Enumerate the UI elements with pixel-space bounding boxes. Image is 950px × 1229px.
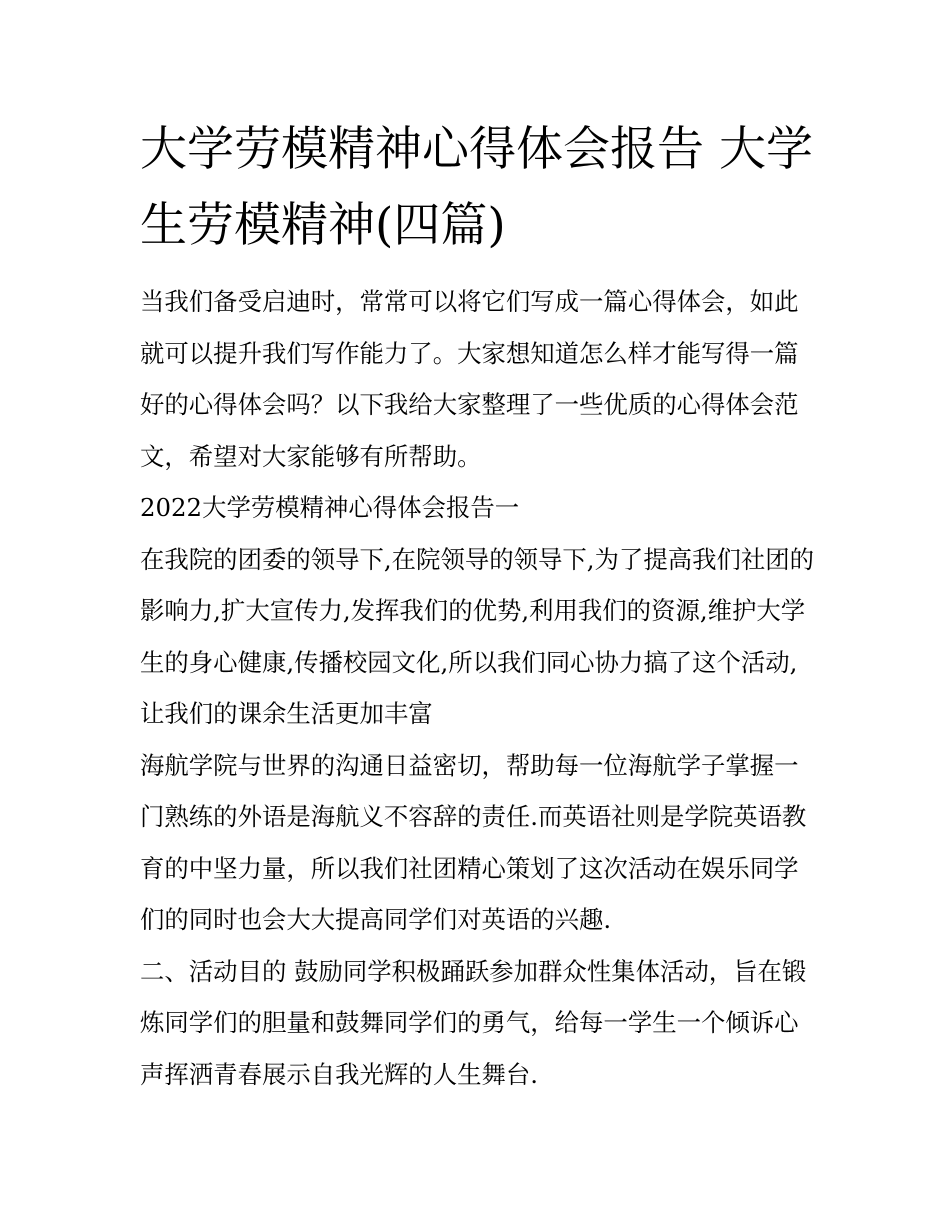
document-title: 大学劳模精神心得体会报告 大学生劳模精神(四篇) — [140, 122, 813, 253]
body-paragraph: 海航学院与世界的沟通日益密切，帮助每一位海航学子掌握一门熟练的外语是海航义不容辞的责任.而英语社则是学院英语教育的中坚力量，所以我们社团精心策划了这次活动在娱乐同学们的同时也会大大提高同学们对英语的兴趣. — [140, 750, 807, 934]
section-heading: 2022大学劳模精神心得体会报告一 — [140, 493, 520, 522]
body-paragraph: 在我院的团委的领导下,在院领导的领导下,为了提高我们社团的影响力,扩大宣传力,发挥我们的优势,利用我们的资源,维护大学生的身心健康,传播校园文化,所以我们同心协力搞了这个活动,让我们的课余生活更加丰富 — [140, 544, 815, 728]
body-paragraph: 二、活动目的 鼓励同学积极踊跃参加群众性集体活动，旨在锻炼同学们的胆量和鼓舞同学们的勇气，给每一学生一个倾诉心声挥洒青春展示自我光辉的人生舞台. — [140, 956, 807, 1089]
intro-paragraph: 当我们备受启迪时，常常可以将它们写成一篇心得体会，如此就可以提升我们写作能力了。大家想知道怎么样才能写得一篇好的心得体会吗？以下我给大家整理了一些优质的心得体会范文，希望对大家能够有所帮助。 — [140, 287, 799, 471]
document-body — [140, 276, 820, 1100]
